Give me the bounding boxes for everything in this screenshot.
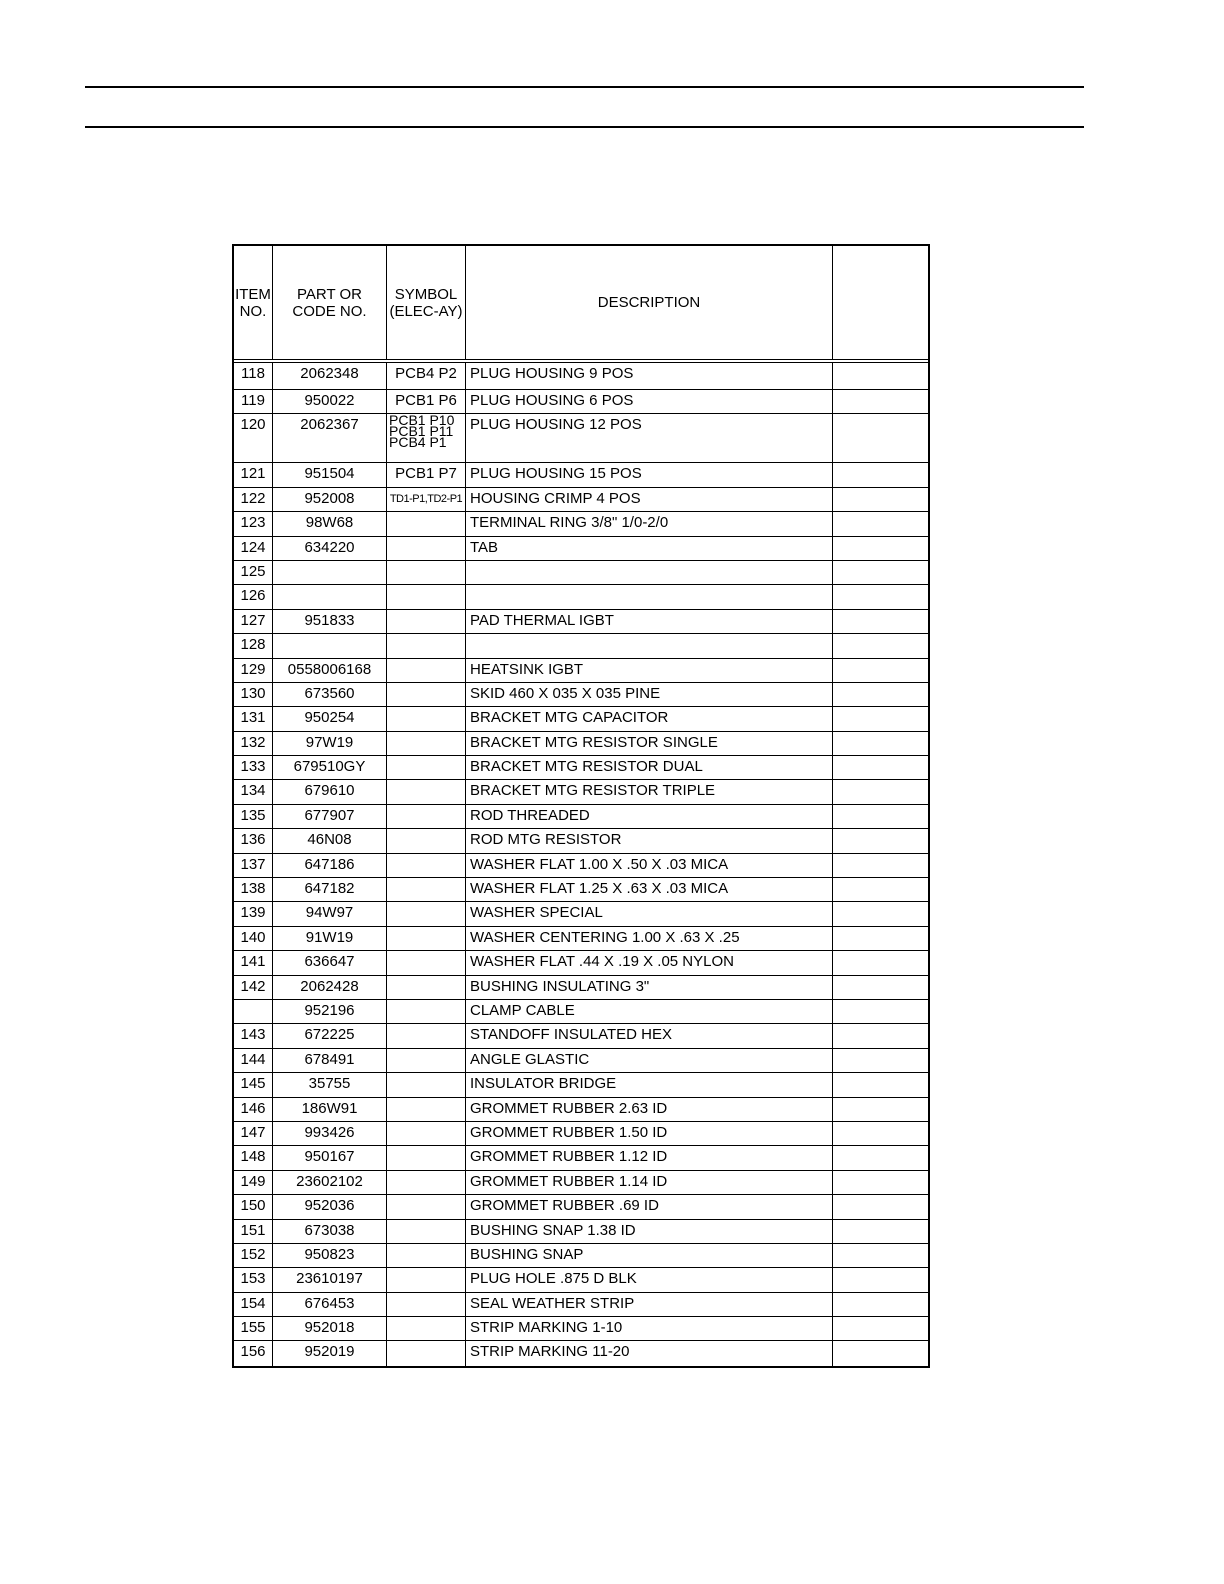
parts-list-table: [232, 244, 930, 1368]
cell-part-code-no: 35755: [273, 1073, 387, 1096]
cell-description: BUSHING INSULATING 3": [466, 976, 833, 999]
table-row: [234, 463, 928, 487]
table-header-row: [234, 246, 928, 363]
cell-symbol: [387, 561, 466, 584]
cell-extra: [833, 1195, 928, 1218]
cell-description: STRIP MARKING 11-20: [466, 1341, 833, 1365]
table-row: [234, 1220, 928, 1244]
table-body: [234, 363, 928, 1366]
table-row: [234, 1122, 928, 1146]
table-row: [234, 488, 928, 512]
cell-description: [466, 585, 833, 608]
cell-item-no: 119: [234, 390, 273, 413]
cell-extra: [833, 610, 928, 633]
table-row: [234, 634, 928, 658]
cell-description: PLUG HOUSING 9 POS: [466, 363, 833, 389]
cell-symbol: [387, 854, 466, 877]
cell-extra: [833, 463, 928, 486]
cell-description: BUSHING SNAP: [466, 1244, 833, 1267]
cell-symbol: [387, 1220, 466, 1243]
cell-description: STRIP MARKING 1-10: [466, 1317, 833, 1340]
cell-extra: [833, 512, 928, 535]
cell-part-code-no: 2062428: [273, 976, 387, 999]
cell-item-no: [234, 1000, 273, 1023]
cell-extra: [833, 902, 928, 925]
cell-symbol: [387, 732, 466, 755]
cell-extra: [833, 1073, 928, 1096]
cell-symbol: [387, 1171, 466, 1194]
cell-part-code-no: 636647: [273, 951, 387, 974]
cell-description: BUSHING SNAP 1.38 ID: [466, 1220, 833, 1243]
cell-part-code-no: 673560: [273, 683, 387, 706]
cell-extra: [833, 561, 928, 584]
cell-description: WASHER CENTERING 1.00 X .63 X .25: [466, 927, 833, 950]
cell-symbol: [387, 878, 466, 901]
cell-part-code-no: 634220: [273, 537, 387, 560]
cell-description: WASHER FLAT 1.00 X .50 X .03 MICA: [466, 854, 833, 877]
cell-extra: [833, 1146, 928, 1169]
table-row: [234, 537, 928, 561]
cell-symbol: [387, 1317, 466, 1340]
cell-extra: [833, 1268, 928, 1291]
cell-part-code-no: [273, 634, 387, 657]
cell-symbol: [387, 829, 466, 852]
table-row: [234, 829, 928, 853]
cell-item-no: 139: [234, 902, 273, 925]
cell-description: GROMMET RUBBER 1.50 ID: [466, 1122, 833, 1145]
cell-description: GROMMET RUBBER 1.14 ID: [466, 1171, 833, 1194]
header-rule-bottom: [85, 126, 1084, 128]
table-row: [234, 756, 928, 780]
cell-item-no: 121: [234, 463, 273, 486]
table-row: [234, 414, 928, 463]
cell-part-code-no: 647186: [273, 854, 387, 877]
cell-description: GROMMET RUBBER .69 ID: [466, 1195, 833, 1218]
cell-part-code-no: 94W97: [273, 902, 387, 925]
cell-part-code-no: 676453: [273, 1293, 387, 1316]
cell-part-code-no: 951833: [273, 610, 387, 633]
cell-symbol: [387, 976, 466, 999]
cell-symbol: [387, 1244, 466, 1267]
cell-item-no: 141: [234, 951, 273, 974]
cell-extra: [833, 976, 928, 999]
cell-part-code-no: [273, 585, 387, 608]
cell-description: STANDOFF INSULATED HEX: [466, 1024, 833, 1047]
header-rule-top: [85, 86, 1084, 88]
cell-item-no: 150: [234, 1195, 273, 1218]
table-row: [234, 1024, 928, 1048]
cell-symbol: [387, 1000, 466, 1023]
cell-item-no: 153: [234, 1268, 273, 1291]
table-row: [234, 1098, 928, 1122]
header-symbol: SYMBOL (ELEC-AY): [387, 246, 466, 359]
cell-symbol: [387, 1049, 466, 1072]
cell-description: SEAL WEATHER STRIP: [466, 1293, 833, 1316]
cell-part-code-no: 2062367: [273, 414, 387, 462]
table-row: [234, 732, 928, 756]
cell-symbol: [387, 610, 466, 633]
header-description: DESCRIPTION: [466, 246, 833, 359]
cell-symbol: [387, 902, 466, 925]
table-row: [234, 707, 928, 731]
cell-description: HOUSING CRIMP 4 POS: [466, 488, 833, 511]
cell-description: [466, 634, 833, 657]
cell-symbol: [387, 1195, 466, 1218]
table-row: [234, 659, 928, 683]
cell-extra: [833, 951, 928, 974]
cell-item-no: 142: [234, 976, 273, 999]
cell-symbol: [387, 1122, 466, 1145]
table-row: [234, 854, 928, 878]
cell-description: PAD THERMAL IGBT: [466, 610, 833, 633]
cell-part-code-no: 23610197: [273, 1268, 387, 1291]
table-row: [234, 1049, 928, 1073]
cell-part-code-no: 950823: [273, 1244, 387, 1267]
cell-item-no: 129: [234, 659, 273, 682]
cell-symbol: PCB1 P6: [387, 390, 466, 413]
cell-description: INSULATOR BRIDGE: [466, 1073, 833, 1096]
table-row: [234, 1341, 928, 1365]
cell-part-code-no: 679610: [273, 780, 387, 803]
cell-extra: [833, 537, 928, 560]
cell-item-no: 137: [234, 854, 273, 877]
cell-item-no: 138: [234, 878, 273, 901]
cell-symbol: [387, 585, 466, 608]
cell-extra: [833, 683, 928, 706]
cell-symbol: [387, 659, 466, 682]
cell-extra: [833, 659, 928, 682]
cell-description: TAB: [466, 537, 833, 560]
cell-description: BRACKET MTG RESISTOR SINGLE: [466, 732, 833, 755]
table-row: [234, 805, 928, 829]
cell-item-no: 130: [234, 683, 273, 706]
cell-extra: [833, 1220, 928, 1243]
cell-part-code-no: 952019: [273, 1341, 387, 1365]
cell-item-no: 126: [234, 585, 273, 608]
cell-extra: [833, 634, 928, 657]
table-row: [234, 1293, 928, 1317]
table-row: [234, 1244, 928, 1268]
cell-part-code-no: 952008: [273, 488, 387, 511]
cell-part-code-no: 2062348: [273, 363, 387, 389]
cell-extra: [833, 1024, 928, 1047]
cell-description: TERMINAL RING 3/8" 1/0-2/0: [466, 512, 833, 535]
cell-part-code-no: 91W19: [273, 927, 387, 950]
cell-description: BRACKET MTG RESISTOR TRIPLE: [466, 780, 833, 803]
cell-item-no: 124: [234, 537, 273, 560]
cell-item-no: 151: [234, 1220, 273, 1243]
cell-item-no: 143: [234, 1024, 273, 1047]
cell-item-no: 135: [234, 805, 273, 828]
cell-symbol: [387, 537, 466, 560]
cell-item-no: 122: [234, 488, 273, 511]
cell-symbol: PCB1 P10 PCB1 P11 PCB4 P1: [387, 414, 466, 462]
table-row: [234, 780, 928, 804]
cell-symbol: [387, 951, 466, 974]
cell-description: GROMMET RUBBER 1.12 ID: [466, 1146, 833, 1169]
cell-part-code-no: 950167: [273, 1146, 387, 1169]
cell-symbol: PCB4 P2: [387, 363, 466, 389]
cell-extra: [833, 927, 928, 950]
cell-part-code-no: 46N08: [273, 829, 387, 852]
cell-item-no: 140: [234, 927, 273, 950]
table-row: [234, 390, 928, 414]
cell-symbol: [387, 780, 466, 803]
cell-symbol: [387, 927, 466, 950]
cell-extra: [833, 707, 928, 730]
table-row: [234, 927, 928, 951]
cell-item-no: 132: [234, 732, 273, 755]
cell-symbol: [387, 683, 466, 706]
table-row: [234, 610, 928, 634]
table-row: [234, 1146, 928, 1170]
cell-symbol: [387, 634, 466, 657]
cell-description: WASHER SPECIAL: [466, 902, 833, 925]
cell-extra: [833, 1341, 928, 1365]
cell-description: GROMMET RUBBER 2.63 ID: [466, 1098, 833, 1121]
table-row: [234, 1195, 928, 1219]
cell-description: WASHER FLAT 1.25 X .63 X .03 MICA: [466, 878, 833, 901]
cell-description: PLUG HOUSING 6 POS: [466, 390, 833, 413]
cell-symbol: [387, 756, 466, 779]
cell-description: PLUG HOUSING 12 POS: [466, 414, 833, 462]
cell-extra: [833, 732, 928, 755]
cell-description: BRACKET MTG CAPACITOR: [466, 707, 833, 730]
table-row: [234, 512, 928, 536]
table-row: [234, 1171, 928, 1195]
cell-extra: [833, 1244, 928, 1267]
cell-part-code-no: 672225: [273, 1024, 387, 1047]
cell-extra: [833, 488, 928, 511]
cell-extra: [833, 1317, 928, 1340]
cell-item-no: 149: [234, 1171, 273, 1194]
table-row: [234, 1317, 928, 1341]
cell-symbol: [387, 1073, 466, 1096]
cell-part-code-no: 952196: [273, 1000, 387, 1023]
cell-symbol: PCB1 P7: [387, 463, 466, 486]
cell-part-code-no: 951504: [273, 463, 387, 486]
cell-part-code-no: 647182: [273, 878, 387, 901]
table-row: [234, 1268, 928, 1292]
cell-item-no: 148: [234, 1146, 273, 1169]
cell-description: PLUG HOLE .875 D BLK: [466, 1268, 833, 1291]
cell-item-no: 127: [234, 610, 273, 633]
cell-part-code-no: 950022: [273, 390, 387, 413]
cell-part-code-no: 0558006168: [273, 659, 387, 682]
table-row: [234, 363, 928, 390]
table-row: [234, 585, 928, 609]
cell-part-code-no: [273, 561, 387, 584]
table-row: [234, 561, 928, 585]
cell-part-code-no: 98W68: [273, 512, 387, 535]
table-row: [234, 683, 928, 707]
cell-item-no: 144: [234, 1049, 273, 1072]
cell-part-code-no: 679510GY: [273, 756, 387, 779]
cell-description: HEATSINK IGBT: [466, 659, 833, 682]
cell-extra: [833, 1293, 928, 1316]
cell-item-no: 128: [234, 634, 273, 657]
cell-part-code-no: 673038: [273, 1220, 387, 1243]
cell-symbol: [387, 1146, 466, 1169]
cell-extra: [833, 829, 928, 852]
cell-extra: [833, 878, 928, 901]
cell-extra: [833, 780, 928, 803]
cell-item-no: 123: [234, 512, 273, 535]
cell-extra: [833, 1049, 928, 1072]
cell-part-code-no: 677907: [273, 805, 387, 828]
cell-extra: [833, 1122, 928, 1145]
cell-symbol: [387, 512, 466, 535]
cell-description: ROD THREADED: [466, 805, 833, 828]
cell-item-no: 154: [234, 1293, 273, 1316]
table-row: [234, 878, 928, 902]
cell-extra: [833, 390, 928, 413]
cell-item-no: 156: [234, 1341, 273, 1365]
cell-part-code-no: 186W91: [273, 1098, 387, 1121]
cell-item-no: 152: [234, 1244, 273, 1267]
cell-symbol: [387, 1293, 466, 1316]
table-row: [234, 1000, 928, 1024]
cell-item-no: 133: [234, 756, 273, 779]
cell-description: BRACKET MTG RESISTOR DUAL: [466, 756, 833, 779]
cell-item-no: 136: [234, 829, 273, 852]
cell-part-code-no: 97W19: [273, 732, 387, 755]
cell-description: WASHER FLAT .44 X .19 X .05 NYLON: [466, 951, 833, 974]
cell-item-no: 120: [234, 414, 273, 462]
cell-description: PLUG HOUSING 15 POS: [466, 463, 833, 486]
cell-symbol: [387, 1024, 466, 1047]
cell-extra: [833, 585, 928, 608]
cell-description: SKID 460 X 035 X 035 PINE: [466, 683, 833, 706]
cell-part-code-no: 952018: [273, 1317, 387, 1340]
cell-part-code-no: 23602102: [273, 1171, 387, 1194]
cell-symbol: [387, 1268, 466, 1291]
table-row: [234, 976, 928, 1000]
cell-item-no: 155: [234, 1317, 273, 1340]
table-row: [234, 951, 928, 975]
cell-part-code-no: 952036: [273, 1195, 387, 1218]
table-row: [234, 1073, 928, 1097]
cell-extra: [833, 363, 928, 389]
cell-extra: [833, 854, 928, 877]
cell-description: [466, 561, 833, 584]
cell-description: ANGLE GLASTIC: [466, 1049, 833, 1072]
cell-description: ROD MTG RESISTOR: [466, 829, 833, 852]
cell-extra: [833, 1000, 928, 1023]
header-part-code-no: PART OR CODE NO.: [273, 246, 387, 359]
header-extra: [833, 246, 928, 359]
cell-item-no: 118: [234, 363, 273, 389]
cell-part-code-no: 678491: [273, 1049, 387, 1072]
cell-item-no: 146: [234, 1098, 273, 1121]
cell-item-no: 131: [234, 707, 273, 730]
cell-symbol: TD1-P1,TD2-P1: [387, 488, 466, 511]
cell-symbol: [387, 707, 466, 730]
cell-part-code-no: 950254: [273, 707, 387, 730]
cell-part-code-no: 993426: [273, 1122, 387, 1145]
cell-extra: [833, 414, 928, 462]
cell-symbol: [387, 1098, 466, 1121]
cell-item-no: 125: [234, 561, 273, 584]
header-item-no: ITEM NO.: [234, 246, 273, 359]
table-row: [234, 902, 928, 926]
cell-item-no: 134: [234, 780, 273, 803]
cell-symbol: [387, 805, 466, 828]
cell-symbol: [387, 1341, 466, 1365]
cell-extra: [833, 756, 928, 779]
cell-description: CLAMP CABLE: [466, 1000, 833, 1023]
cell-extra: [833, 1098, 928, 1121]
cell-extra: [833, 805, 928, 828]
cell-extra: [833, 1171, 928, 1194]
cell-item-no: 145: [234, 1073, 273, 1096]
cell-item-no: 147: [234, 1122, 273, 1145]
